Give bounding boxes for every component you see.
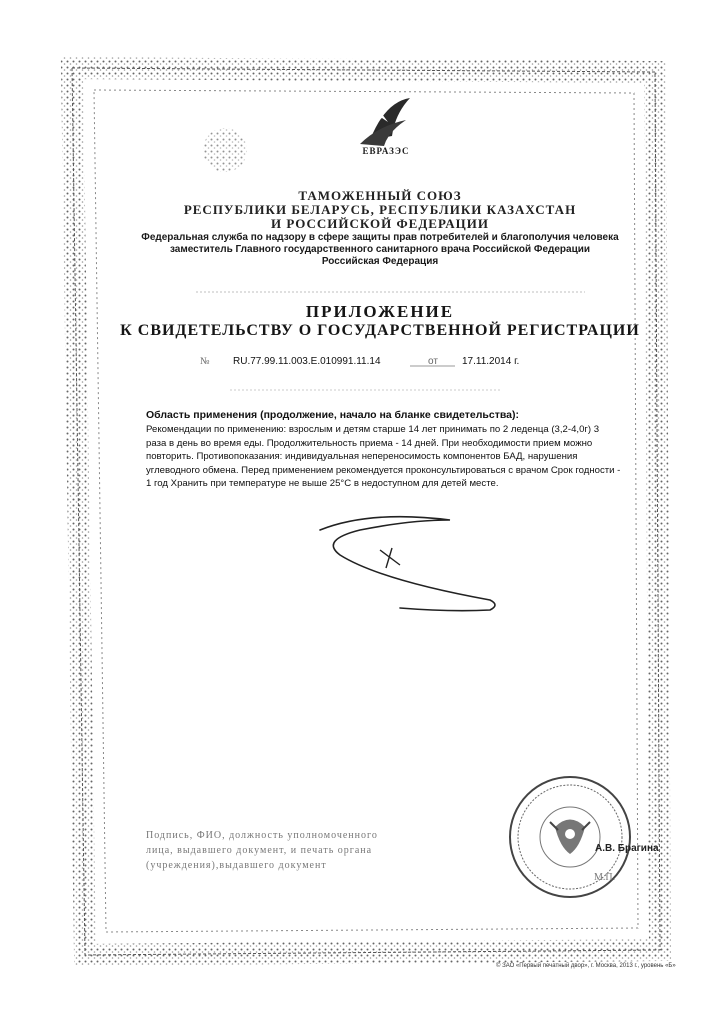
official-seal-stamp [500, 772, 640, 902]
signature-caption-2: лица, выдавшего документ, и печать органа [146, 845, 373, 856]
union-title: ТАМОЖЕННЫЙ СОЮЗ [298, 188, 462, 203]
signature-caption-3: (учреждения),выдавшего документ [146, 860, 327, 871]
seal-placeholder-label: М.П. [594, 872, 616, 883]
signature-caption-1: Подпись, ФИО, должность уполномоченного [146, 830, 378, 841]
signer-name: А.В. Брагина [595, 843, 659, 854]
document-title: ПРИЛОЖЕНИЕ [305, 302, 455, 321]
application-area-heading: Область применения (продолжение, начало на бланке свидетельства): [146, 409, 519, 421]
logo-caption: ЕВРАЗЭС [362, 146, 410, 156]
registration-date: 17.11.2014 г. [462, 356, 520, 367]
union-members: РЕСПУБЛИКИ БЕЛАРУСЬ, РЕСПУБЛИКИ КАЗАХСТАН [183, 202, 577, 217]
date-from-label: от [428, 356, 438, 367]
application-area-text: Рекомендации по применению: взрослым и детям старше 14 лет принимать по 2 леденца (3,2-4,0г) 3 раза в день во время еды. Продолжительность приема - 14 дней. При необходимости прием можно повторить. Противопоказания: индивидуальная непереносимость компонентов БАД, нарушения углеводного обмена. Перед применением рекомендуется проконсультироваться с врачом Срок годности - 1 год Хранить при температуре не выше 25°С в недоступном для детей месте. [146, 424, 621, 489]
printer-imprint: © ЗАО «Первый печатный двор», г. Москва, 2013 г., уровень «Б» [496, 963, 676, 969]
issuer-position: заместитель Главного государственного санитарного врача Российской Федерации [169, 244, 591, 255]
document-subtitle: К СВИДЕТЕЛЬСТВУ О ГОСУДАРСТВЕННОЙ РЕГИСТРАЦИИ [120, 322, 640, 339]
registration-number: RU.77.99.11.003.E.010991.11.14 [233, 356, 381, 367]
handwritten-signature [300, 510, 520, 620]
issuer-country: Российская Федерация [321, 256, 439, 267]
union-members-cont: И РОССИЙСКОЙ ФЕДЕРАЦИИ [271, 216, 489, 231]
issuer-agency: Федеральная служба по надзору в сфере защиты прав потребителей и благополучия человека [141, 232, 619, 243]
number-sign: № [200, 356, 210, 367]
